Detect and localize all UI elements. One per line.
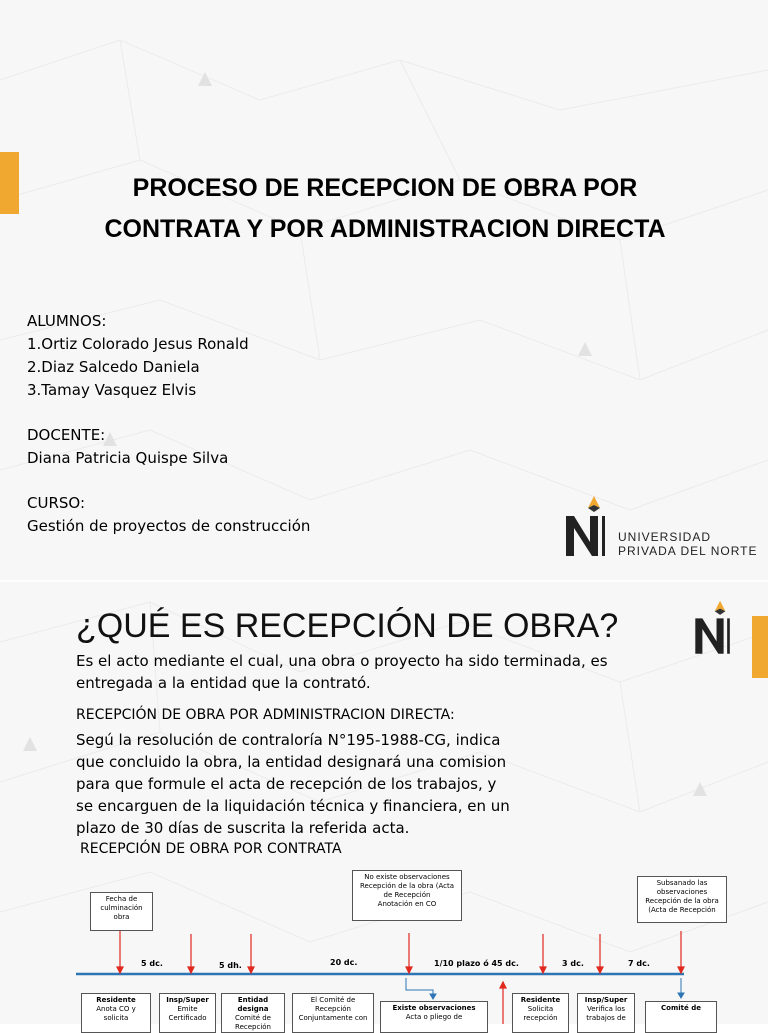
timeline-label: 3 dc. (562, 959, 584, 968)
text-line: que concluido la obra, la entidad designará una comision (76, 753, 507, 771)
flow-box-completion (90, 892, 153, 931)
university-logo-icon (560, 496, 612, 560)
box-line: Anotación en CO (377, 900, 437, 908)
course-name: Gestión de proyectos de construcción (27, 517, 311, 535)
timeline-label: 20 dc. (330, 958, 358, 967)
flow-box-committee-final (645, 1001, 717, 1033)
flow-box-resident-request (81, 993, 151, 1033)
contract-heading: RECEPCIÓN DE OBRA POR CONTRATA (80, 841, 342, 857)
content-slide (0, 582, 768, 1031)
box-heading: Residente (96, 996, 136, 1004)
box-heading: Residente (520, 996, 561, 1004)
box-line: Emite (177, 1005, 198, 1013)
box-line: recepción (523, 1014, 558, 1022)
box-line: Recepción de la obra (Acta (359, 882, 455, 890)
box-line: Recepción (315, 1005, 351, 1013)
presentation-title: PROCESO DE RECEPCION DE OBRA POR CONTRATA Y POR ADMINISTRACION DIRECTA (104, 174, 666, 243)
timeline-label: 5 dc. (141, 959, 163, 968)
slide-title: ¿QUÉ ES RECEPCIÓN DE OBRA? (76, 607, 619, 645)
box-line: Verifica los (586, 1005, 626, 1013)
box-line: Fecha de (105, 895, 138, 903)
text-line: para que formule el acta de recepción de los trabajos, y (76, 775, 497, 793)
box-line: observaciones (656, 888, 708, 896)
student-name: 2.Diaz Salcedo Daniela (27, 358, 200, 376)
box-line: El Comité de (310, 996, 356, 1004)
box-line: Recepción de la obra (645, 897, 719, 905)
box-heading: Insp/Super (166, 996, 209, 1004)
accent-bar (752, 616, 768, 678)
box-heading: Existe observaciones (392, 1004, 476, 1012)
box-line: solicita (103, 1014, 129, 1022)
university-name (618, 530, 757, 558)
definition-paragraph (76, 650, 608, 694)
box-line: Acta o pliego de (405, 1013, 463, 1021)
text-line: Segú la resolución de contraloría N°195-1988-CG, indica (76, 731, 501, 749)
text-line: se encarguen de la liquidación técnica y financiera, en un (76, 797, 510, 815)
course-heading: CURSO: (27, 494, 85, 512)
box-line: Anota CO y (96, 1005, 136, 1013)
box-heading: Insp/Super (584, 996, 628, 1004)
flow-box-committee-joint (292, 993, 374, 1033)
university-name-line: UNIVERSIDAD (618, 530, 712, 544)
box-line: (Acta de Recepción (648, 906, 716, 914)
box-line: No existe observaciones (364, 873, 450, 881)
students-heading: ALUMNOS: (27, 312, 107, 330)
flow-box-no-observations (352, 870, 462, 921)
flow-box-inspector-verify (577, 993, 635, 1033)
text-line: plazo de 30 días de suscrita la referida acta. (76, 819, 410, 837)
box-line: Recepción (235, 1023, 271, 1031)
flow-box-inspector-certificate (159, 993, 216, 1033)
text-line: entregada a la entidad que la contrató. (76, 674, 371, 692)
box-line: Subsanado las (656, 879, 708, 887)
timeline-label: 1/10 plazo ó 45 dc. (434, 959, 519, 968)
flow-box-resident-reception (512, 993, 569, 1033)
accent-bar (0, 152, 19, 214)
box-line: obra (113, 913, 130, 921)
flow-box-observations (380, 1001, 488, 1033)
university-name-line: PRIVADA DEL NORTE (618, 544, 758, 558)
admin-paragraph (76, 729, 510, 839)
box-heading: Entidad designa (237, 996, 269, 1013)
timeline-label: 7 dc. (628, 959, 650, 968)
teacher-name: Diana Patricia Quispe Silva (27, 449, 229, 467)
credits-block (27, 310, 310, 538)
teacher-heading: DOCENTE: (27, 426, 106, 444)
student-name: 1.Ortiz Colorado Jesus Ronald (27, 335, 249, 353)
timeline-label: 5 dh. (219, 961, 242, 970)
admin-heading: RECEPCIÓN DE OBRA POR ADMINISTRACION DIRECTA: (76, 707, 455, 723)
box-heading: Comité de (661, 1004, 701, 1012)
box-line: culminación (100, 904, 143, 912)
university-logo-icon (690, 600, 736, 658)
student-name: 3.Tamay Vasquez Elvis (27, 381, 197, 399)
flow-box-entity-committee (221, 993, 285, 1033)
reception-flow-diagram (0, 867, 768, 1031)
box-line: Solicita (527, 1005, 554, 1013)
text-line: Es el acto mediante el cual, una obra o proyecto ha sido terminada, es (76, 652, 608, 670)
box-line: Conjuntamente con (298, 1014, 368, 1022)
box-line: trabajos de (586, 1014, 626, 1022)
box-line: Certificado (168, 1014, 207, 1022)
box-line: Comité de (235, 1014, 271, 1022)
flow-box-corrected (637, 876, 727, 923)
box-line: de Recepción (383, 891, 431, 899)
